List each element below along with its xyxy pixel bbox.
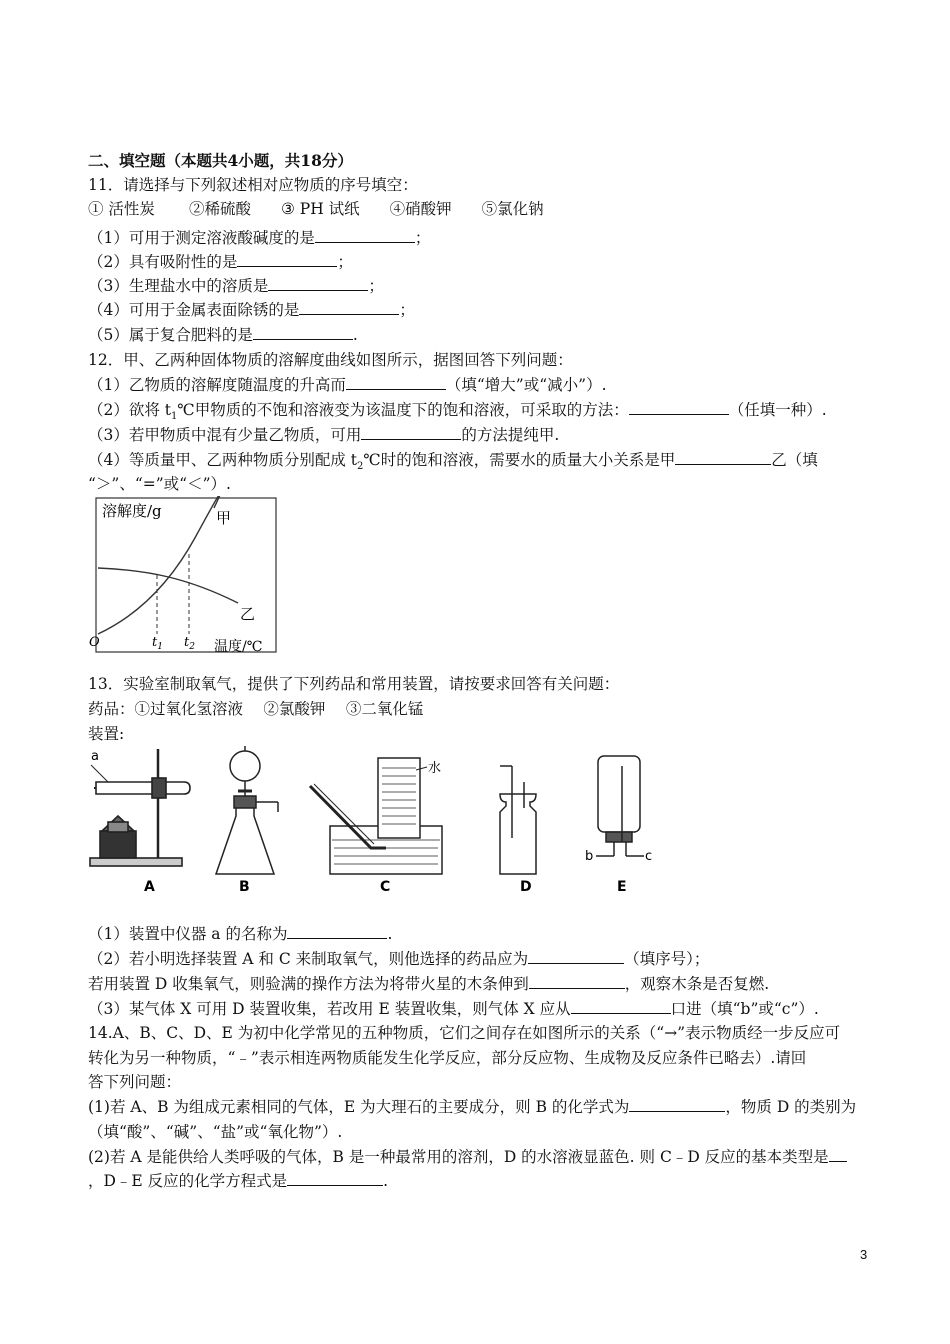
answer-blank[interactable] <box>287 1170 383 1186</box>
q11-options <box>88 198 544 220</box>
q13-part-1: （1）装置中仪器 a 的名称为 . <box>88 925 393 943</box>
answer-blank[interactable] <box>253 324 353 340</box>
answer-blank[interactable] <box>315 227 415 243</box>
apparatus-A <box>90 749 190 866</box>
answer-blank[interactable] <box>629 399 729 415</box>
apparatus-label-D: D <box>520 879 532 895</box>
q12-stem: 12．甲、乙两种固体物质的溶解度曲线如图所示，据图回答下列问题： <box>88 351 573 369</box>
q11-option-4: ④硝酸钾 <box>389 200 452 218</box>
chart-label-yi: 乙 <box>240 605 256 623</box>
q12-part-3: （3）若甲物质中混有少量乙物质，可用 的方法提纯甲. <box>88 426 560 444</box>
q13-part-3: （3）某气体 X 可用 D 装置收集，若改用 E 装置收集，则气体 X 应从 口进（填“b”或“c”）. <box>88 1000 819 1018</box>
answer-blank[interactable] <box>237 251 337 267</box>
label-b: b <box>585 849 594 864</box>
q12-part-1: （1）乙物质的溶解度随温度的升高而 （填“增大”或“减小”）. <box>88 376 607 394</box>
answer-blank[interactable] <box>528 948 624 964</box>
q12-part-4: （4）等质量甲、乙两种物质分别配成 $t_2℃$时的饱和溶液，需要水的质量大小关系是甲 乙（填 <box>88 451 818 473</box>
solubility-chart <box>88 496 288 658</box>
q13-stem: 13．实验室制取氧气，提供了下列药品和常用装置，请按要求回答有关问题： <box>88 675 620 693</box>
label-a: a <box>91 749 99 764</box>
chart-ylabel: 溶解度/g <box>102 502 162 520</box>
apparatus-figure <box>88 746 658 896</box>
answer-blank[interactable] <box>346 374 446 390</box>
q11-option-2: ②稀硫酸 <box>188 200 251 218</box>
answer-blank[interactable] <box>529 973 625 989</box>
chart-origin: O <box>89 635 100 650</box>
apparatus-label-E: E <box>617 879 627 895</box>
q11-option-3: ③ PH 试纸 <box>280 200 360 218</box>
apparatus-label-C: C <box>380 879 391 895</box>
answer-blank[interactable] <box>268 275 368 291</box>
q11-option-5: ⑤氯化钠 <box>481 200 544 218</box>
q11-stem: 11．请选择与下列叙述相对应物质的序号填空： <box>88 176 418 194</box>
answer-blank[interactable] <box>571 998 671 1014</box>
q14-part-1-cont: （填“酸”、“碱”、“盐”或“氧化物”）. <box>88 1123 343 1141</box>
chart-xlabel: 温度/℃ <box>214 639 263 655</box>
q14-part-2-cont: ，D﹣E 反应的化学方程式是 . <box>88 1172 389 1190</box>
q11-item-4: （4）可用于金属表面除锈的是 ； <box>88 301 415 319</box>
label-water: 水 <box>428 761 442 776</box>
q11-option-1: ① 活性炭 <box>88 200 155 218</box>
tick-t2: $t_2$ <box>184 635 195 652</box>
tick-t1: $t_1$ <box>152 635 163 652</box>
q11-item-3: （3）生理盐水中的溶质是 ； <box>88 277 384 295</box>
apparatus-label-B: B <box>239 879 250 895</box>
answer-blank[interactable] <box>829 1146 847 1162</box>
answer-blank[interactable] <box>629 1096 725 1112</box>
chart-frame <box>96 498 276 652</box>
curve-yi <box>98 568 238 603</box>
apparatus-label-A: A <box>144 879 155 895</box>
answer-blank[interactable] <box>287 923 387 939</box>
section-title: 二、填空题（本题共4小题，共18分） <box>88 151 353 170</box>
q14-part-1: (1)若 A、B 为组成元素相同的气体，E 为大理石的主要成分，则 B 的化学式为 ，物质 D 的类别为 <box>88 1098 857 1116</box>
label-c: c <box>645 849 653 864</box>
apparatus-D <box>500 766 536 874</box>
q14-part-2: (2)若 A 是能供给人类呼吸的气体，B 是一种最常用的溶剂，D 的水溶液显蓝色. 则 C﹣D 反应的基本类型是 <box>88 1146 847 1168</box>
q14-stem-line-2: 转化为另一种物质，“﹣”表示相连两物质能发生化学反应，部分反应物、生成物及反应条件已略去）.请回 <box>88 1049 807 1067</box>
q11-item-2: （2）具有吸附性的是 ； <box>88 253 353 271</box>
q14-stem-line-1: 14.A、B、C、D、E 为初中化学常见的五种物质，它们之间存在如图所示的关系（“→”表示物质经一步反应可 <box>88 1024 841 1042</box>
apparatus-E <box>596 756 644 856</box>
answer-blank[interactable] <box>299 299 399 315</box>
q11-item-1: （1）可用于测定溶液酸碱度的是 ； <box>88 229 431 247</box>
q12-part-4-cont: “＞”、“=”或“＜”）. <box>88 475 231 493</box>
q13-part-2: （2）若小明选择装置 A 和 C 来制取氧气，则他选择的药品应为 （填序号）； <box>88 950 710 968</box>
answer-blank[interactable] <box>361 424 461 440</box>
q13-device-label: 装置: <box>88 725 125 743</box>
page-number: 3 <box>860 1247 868 1262</box>
q14-stem-line-3: 答下列问题： <box>88 1073 182 1091</box>
chart-label-jia: 甲 <box>216 509 232 527</box>
q13-part-2-cont: 若用装置 D 收集氧气，则验满的操作方法为将带火星的木条伸到 ，观察木条是否复燃. <box>88 975 770 993</box>
apparatus-C <box>310 758 442 874</box>
q12-part-2: （2）欲将 $t_1℃$甲物质的不饱和溶液变为该温度下的饱和溶液，可采取的方法： （任填一种）. <box>88 401 827 423</box>
q13-drugs: 药品：①过氧化氢溶液 ②氯酸钾 ③二氧化锰 <box>88 700 424 718</box>
answer-blank[interactable] <box>675 449 771 465</box>
q11-item-5: （5）属于复合肥料的是 . <box>88 326 358 344</box>
apparatus-B <box>216 746 278 874</box>
